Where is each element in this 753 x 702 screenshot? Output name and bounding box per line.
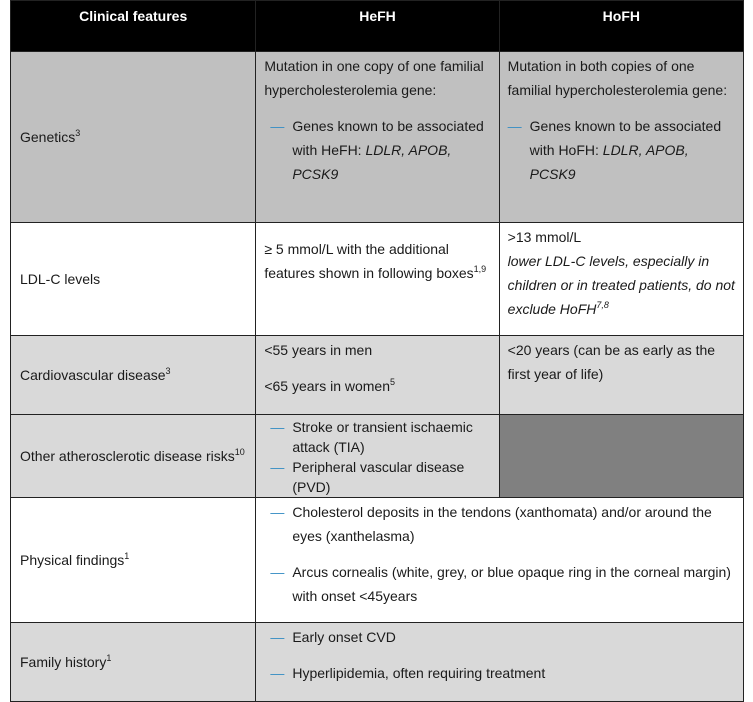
physical-findings-label: Physical findings$^1$ (11, 498, 256, 623)
list-item: — Stroke or transient ischaemic attack (TIA) (264, 417, 492, 457)
dash-bullet-icon: — (270, 665, 285, 681)
row-physical-findings (11, 498, 744, 623)
header-clinical-features: Clinical features (11, 1, 256, 52)
other-risks-label: Other atherosclerotic disease risks$^{10}$ (11, 415, 256, 498)
genetics-hofh (499, 52, 743, 223)
list-item: — Peripheral vascular disease (PVD) (264, 457, 492, 497)
list-item: — Genes known to be associated with HoFH: LDLR, APOB, PCSK9 (508, 114, 737, 186)
dash-bullet-icon: — (270, 629, 285, 645)
dash-bullet-icon: — (270, 118, 285, 134)
dash-bullet-icon: — (507, 118, 522, 134)
genetics-hefh (256, 52, 499, 223)
dash-bullet-icon: — (270, 419, 285, 435)
ldlc-label: LDL-C levels (11, 223, 256, 336)
cvd-label: Cardiovascular disease$^3$ (11, 336, 256, 415)
ldlc-hofh: >13 mmol/L lower LDL-C levels, especially in children or in treated patients, do not exclude HoFH$^{7,8}$ (499, 223, 743, 336)
list-item: — Arcus cornealis (white, grey, or blue opaque ring in the corneal margin) with onset <45years (264, 560, 737, 608)
row-genetics (11, 52, 744, 223)
list-item: — Cholesterol deposits in the tendons (xanthomata) and/or around the eyes (xanthelasma) (264, 500, 737, 548)
physical-findings-content (256, 498, 744, 623)
other-risks-hefh (256, 415, 499, 498)
cvd-hofh: <20 years (can be as early as the first year of life) (499, 336, 743, 415)
ldlc-hefh: ≥ 5 mmol/L with the additional features shown in following boxes$^{1,9}$ (256, 223, 499, 336)
cvd-hefh-men: <55 years in men (264, 342, 373, 358)
row-other-risks (11, 415, 744, 498)
cvd-hefh (256, 336, 499, 415)
row-family-history (11, 623, 744, 702)
dash-bullet-icon: — (270, 564, 285, 580)
family-history-content (256, 623, 744, 702)
row-ldlc (11, 223, 744, 336)
family-history-label: Family history$^1$ (11, 623, 256, 702)
list-item: — Early onset CVD (264, 625, 737, 649)
list-item: — Genes known to be associated with HeFH: LDLR, APOB, PCSK9 (264, 114, 492, 186)
list-item: — Hyperlipidemia, often requiring treatment (264, 661, 737, 685)
header-hofh: HoFH (499, 1, 743, 52)
header-hefh: HeFH (256, 1, 499, 52)
genetics-hefh-intro: Mutation in one copy of one familial hypercholesterolemia gene: (264, 58, 484, 98)
row-cvd (11, 336, 744, 415)
fh-clinical-features-table (10, 0, 744, 702)
dash-bullet-icon: — (270, 459, 285, 475)
other-risks-hofh-empty (499, 415, 743, 498)
cvd-hefh-women: <65 years in women$^5$ (264, 377, 396, 394)
genetics-hofh-intro: Mutation in both copies of one familial hypercholesterolemia gene: (507, 58, 728, 98)
dash-bullet-icon: — (270, 504, 285, 520)
genetics-label: Genetics$^3$ (11, 52, 256, 223)
header-row (11, 1, 744, 52)
ldlc-hofh-value: >13 mmol/L (507, 229, 582, 245)
